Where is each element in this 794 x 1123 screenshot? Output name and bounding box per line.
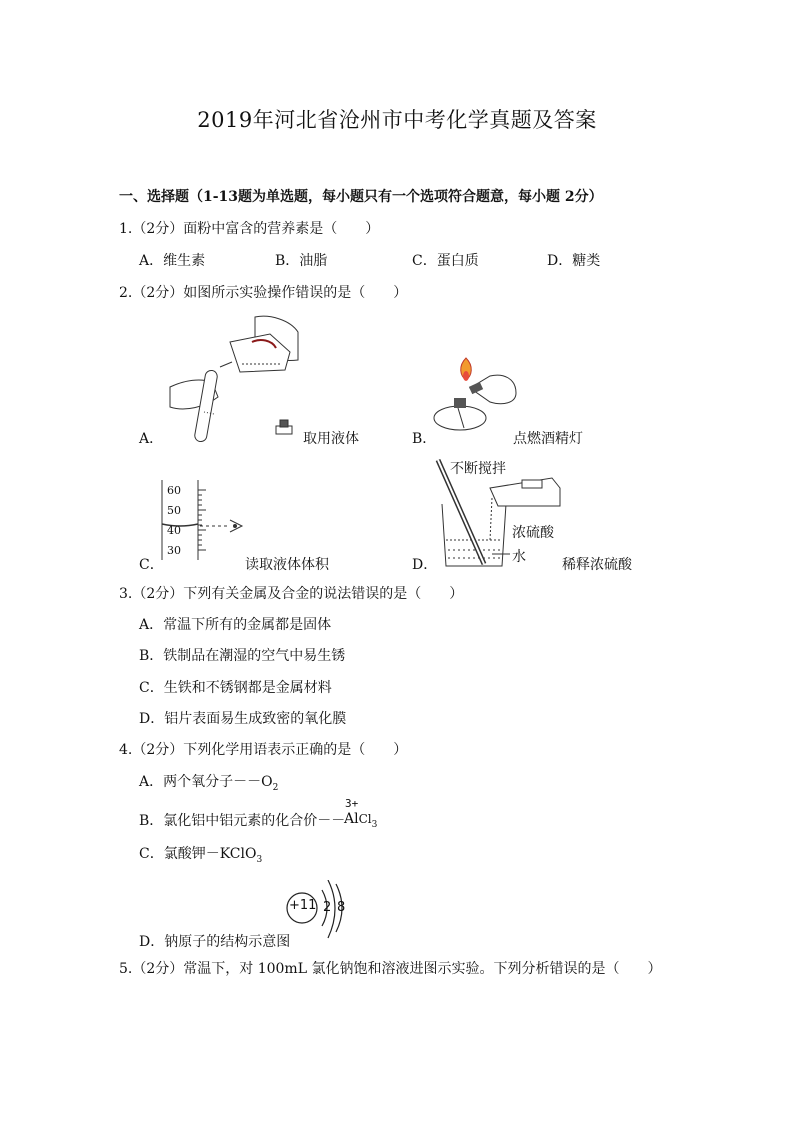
q3-option-a: A．常温下所有的金属都是固体 [139, 617, 332, 633]
question-2-stem: 2.（2分）如图所示实验操作错误的是（ ） [119, 285, 408, 301]
d-label-stir: 不断搅拌 [450, 461, 506, 477]
q4-option-b-text: B．氯化铝中铝元素的化合价－－ [139, 813, 346, 829]
q1-option-a: A．维生素 [139, 253, 206, 269]
q4-option-c-text: C．氯酸钾－KClO [139, 846, 257, 862]
q4-option-a-sub: 2 [272, 782, 279, 793]
question-4-stem: 4.（2分）下列化学用语表示正确的是（ ） [119, 742, 408, 758]
q4-option-c-sub: 3 [256, 854, 263, 865]
section-heading: 一、选择题（1-13题为单选题，每小题只有一个选项符合题意，每小题 2分） [119, 189, 603, 205]
question-3-stem: 3.（2分）下列有关金属及合金的说法错误的是（ ） [119, 586, 464, 602]
q2-option-c-letter: C． [139, 557, 164, 573]
q1-option-b: B．油脂 [275, 253, 328, 269]
q4-option-b-cl: Cl [358, 812, 372, 826]
alcohol-lamp-figure [428, 348, 523, 436]
q1-option-d: D．糖类 [547, 253, 601, 269]
q3-option-d: D．铝片表面易生成致密的氧化膜 [139, 711, 347, 727]
atom-shell-1-electrons: 2 [323, 900, 332, 915]
q4-option-a [139, 771, 278, 793]
q4-option-c [139, 843, 262, 865]
q2-option-c-caption: 读取液体体积 [245, 557, 329, 573]
q2-option-b-letter: B． [412, 431, 437, 447]
atom-nucleus-charge: +11 [289, 898, 317, 913]
d-label-water: 水 [512, 549, 526, 565]
q2-option-b-caption: 点燃酒精灯 [513, 431, 583, 447]
d-label-acid: 浓硫酸 [512, 525, 554, 541]
q2-option-a-letter: A． [139, 431, 164, 447]
cylinder-tick-50: 50 [167, 504, 181, 517]
q4-option-b-al: Al [344, 811, 359, 827]
question-5-stem: 5.（2分）常温下，对 100mL 氯化钠饱和溶液进图示实验。下列分析错误的是（ ） [119, 961, 662, 977]
q2-option-d-letter: D． [412, 557, 438, 573]
q4-option-b-valence: 3+ [345, 797, 359, 810]
cylinder-tick-30: 30 [167, 544, 181, 557]
q2-option-d-caption: 稀释浓硫酸 [562, 557, 632, 573]
q3-option-c: C．生铁和不锈钢都是金属材料 [139, 680, 332, 696]
q4-option-a-text: A．两个氧分子－－O [139, 774, 273, 790]
q4-option-b-sub: 3 [371, 819, 378, 830]
q1-option-c: C．蛋白质 [412, 253, 479, 269]
atom-shell-2-electrons: 8 [337, 900, 346, 915]
q4-option-d: D．钠原子的结构示意图 [139, 934, 291, 950]
bottle-stopper-icon [274, 418, 294, 436]
q4-option-b-formula [344, 811, 377, 830]
q3-option-b: B．铁制品在潮湿的空气中易生锈 [139, 648, 346, 664]
question-1-stem: 1.（2分）面粉中富含的营养素是（ ） [119, 221, 380, 237]
page-title: 2019年河北省沧州市中考化学真题及答案 [197, 108, 597, 132]
q4-option-b [139, 810, 345, 830]
q2-option-a-caption: 取用液体 [303, 431, 359, 447]
cylinder-tick-60: 60 [167, 484, 181, 497]
cylinder-tick-40: 40 [167, 524, 181, 537]
